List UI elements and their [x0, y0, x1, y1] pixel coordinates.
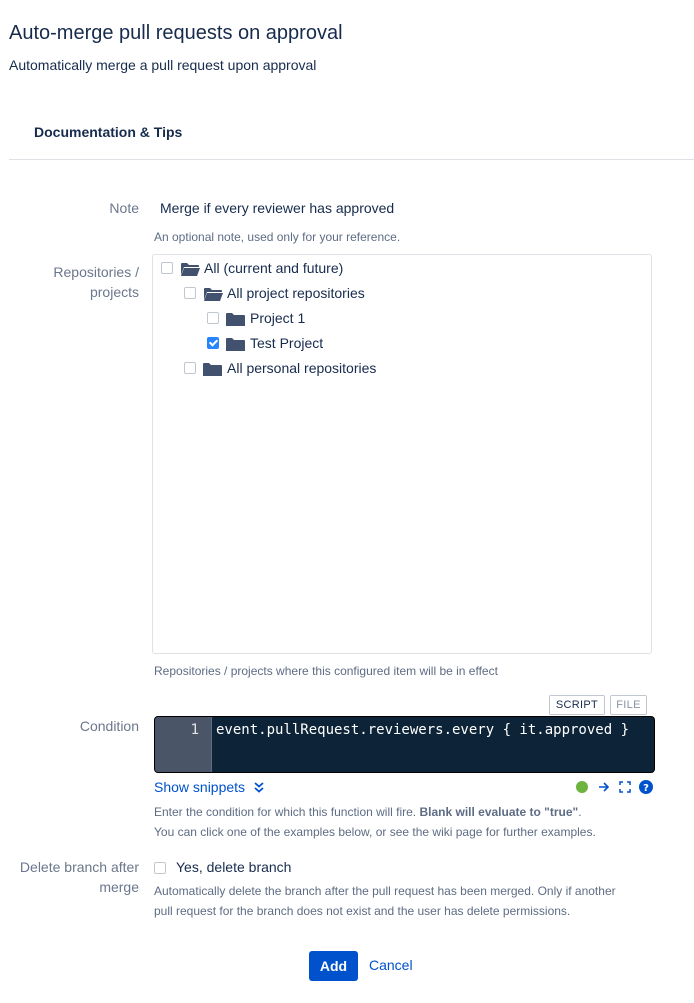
- note-value[interactable]: Merge if every reviewer has approved: [160, 200, 395, 216]
- delete-branch-label-line2: merge: [99, 879, 139, 895]
- condition-help-period: .: [578, 805, 582, 819]
- line-number: 1: [190, 722, 199, 738]
- repos-label-line1: Repositories /: [53, 264, 139, 280]
- tree-item-label: Project 1: [250, 310, 306, 326]
- toggle-script[interactable]: SCRIPT: [549, 695, 605, 715]
- folder-open-icon: [203, 287, 223, 302]
- double-chevron-down-icon: [254, 782, 264, 793]
- folder-icon: [203, 362, 222, 377]
- tree-item-all[interactable]: [153, 259, 649, 279]
- tree-item-test-project[interactable]: [153, 334, 649, 354]
- page-subtitle: Automatically merge a pull request upon approval: [9, 57, 317, 73]
- tree-item-project-1[interactable]: [153, 309, 649, 329]
- tree-checkbox-project-1[interactable]: [207, 312, 219, 324]
- condition-editor[interactable]: [154, 716, 655, 773]
- status-ok-icon: [576, 781, 588, 793]
- delete-branch-help-1: Automatically delete the branch after the pull request has been merged. Only if another: [154, 884, 616, 898]
- delete-branch-checkbox[interactable]: [154, 862, 166, 874]
- condition-help-2: You can click one of the examples below, or see the wiki page for further examples.: [154, 825, 596, 839]
- tree-item-all-projects[interactable]: [153, 284, 649, 304]
- tree-item-personal[interactable]: [153, 359, 649, 379]
- editor-gutter-border: [211, 717, 212, 772]
- header-divider: [9, 159, 694, 160]
- arrow-right-icon[interactable]: [598, 781, 610, 793]
- tab-documentation[interactable]: Documentation & Tips: [34, 124, 183, 140]
- delete-branch-help-2: pull request for the branch does not exist and the user has delete permissions.: [154, 904, 571, 918]
- condition-help-text: Enter the condition for which this function will fire.: [154, 805, 420, 819]
- tree-checkbox-test-project[interactable]: [207, 337, 219, 349]
- repos-label-line2: projects: [89, 284, 139, 300]
- svg-text:?: ?: [643, 783, 649, 794]
- cancel-button[interactable]: Cancel: [369, 957, 413, 973]
- tree-checkbox-all-projects[interactable]: [184, 287, 196, 299]
- folder-icon: [226, 312, 245, 327]
- code-line[interactable]: event.pullRequest.reviewers.every { it.approved }: [216, 722, 630, 738]
- add-button[interactable]: Add: [309, 951, 358, 981]
- tree-item-label: Test Project: [250, 335, 324, 351]
- delete-branch-label: [0, 857, 139, 897]
- tree-item-label: All project repositories: [227, 285, 365, 301]
- show-snippets-link[interactable]: [154, 779, 264, 795]
- condition-help-1: [154, 802, 582, 822]
- folder-open-icon: [180, 262, 200, 277]
- tree-item-label: All personal repositories: [227, 360, 377, 376]
- note-label: Note: [109, 200, 139, 216]
- tree-checkbox-personal[interactable]: [184, 362, 196, 374]
- delete-branch-checkbox-label[interactable]: Yes, delete branch: [176, 859, 292, 875]
- condition-label: Condition: [79, 718, 139, 734]
- repository-tree[interactable]: [152, 254, 652, 654]
- repos-label: [20, 262, 139, 302]
- delete-branch-label-line1: Delete branch after: [19, 859, 139, 875]
- repos-help: Repositories / projects where this configured item will be in effect: [154, 664, 498, 678]
- page-title: Auto-merge pull requests on approval: [9, 22, 343, 44]
- toggle-file[interactable]: FILE: [610, 695, 647, 715]
- condition-help-emphasis: Blank will evaluate to "true": [419, 805, 579, 819]
- help-icon[interactable]: [639, 780, 653, 794]
- note-help: An optional note, used only for your reference.: [154, 230, 401, 244]
- fullscreen-icon[interactable]: [619, 781, 631, 793]
- folder-icon: [226, 337, 245, 352]
- tree-checkbox-all[interactable]: [161, 262, 173, 274]
- tree-item-label: All (current and future): [204, 260, 344, 276]
- show-snippets-label: Show snippets: [154, 779, 246, 795]
